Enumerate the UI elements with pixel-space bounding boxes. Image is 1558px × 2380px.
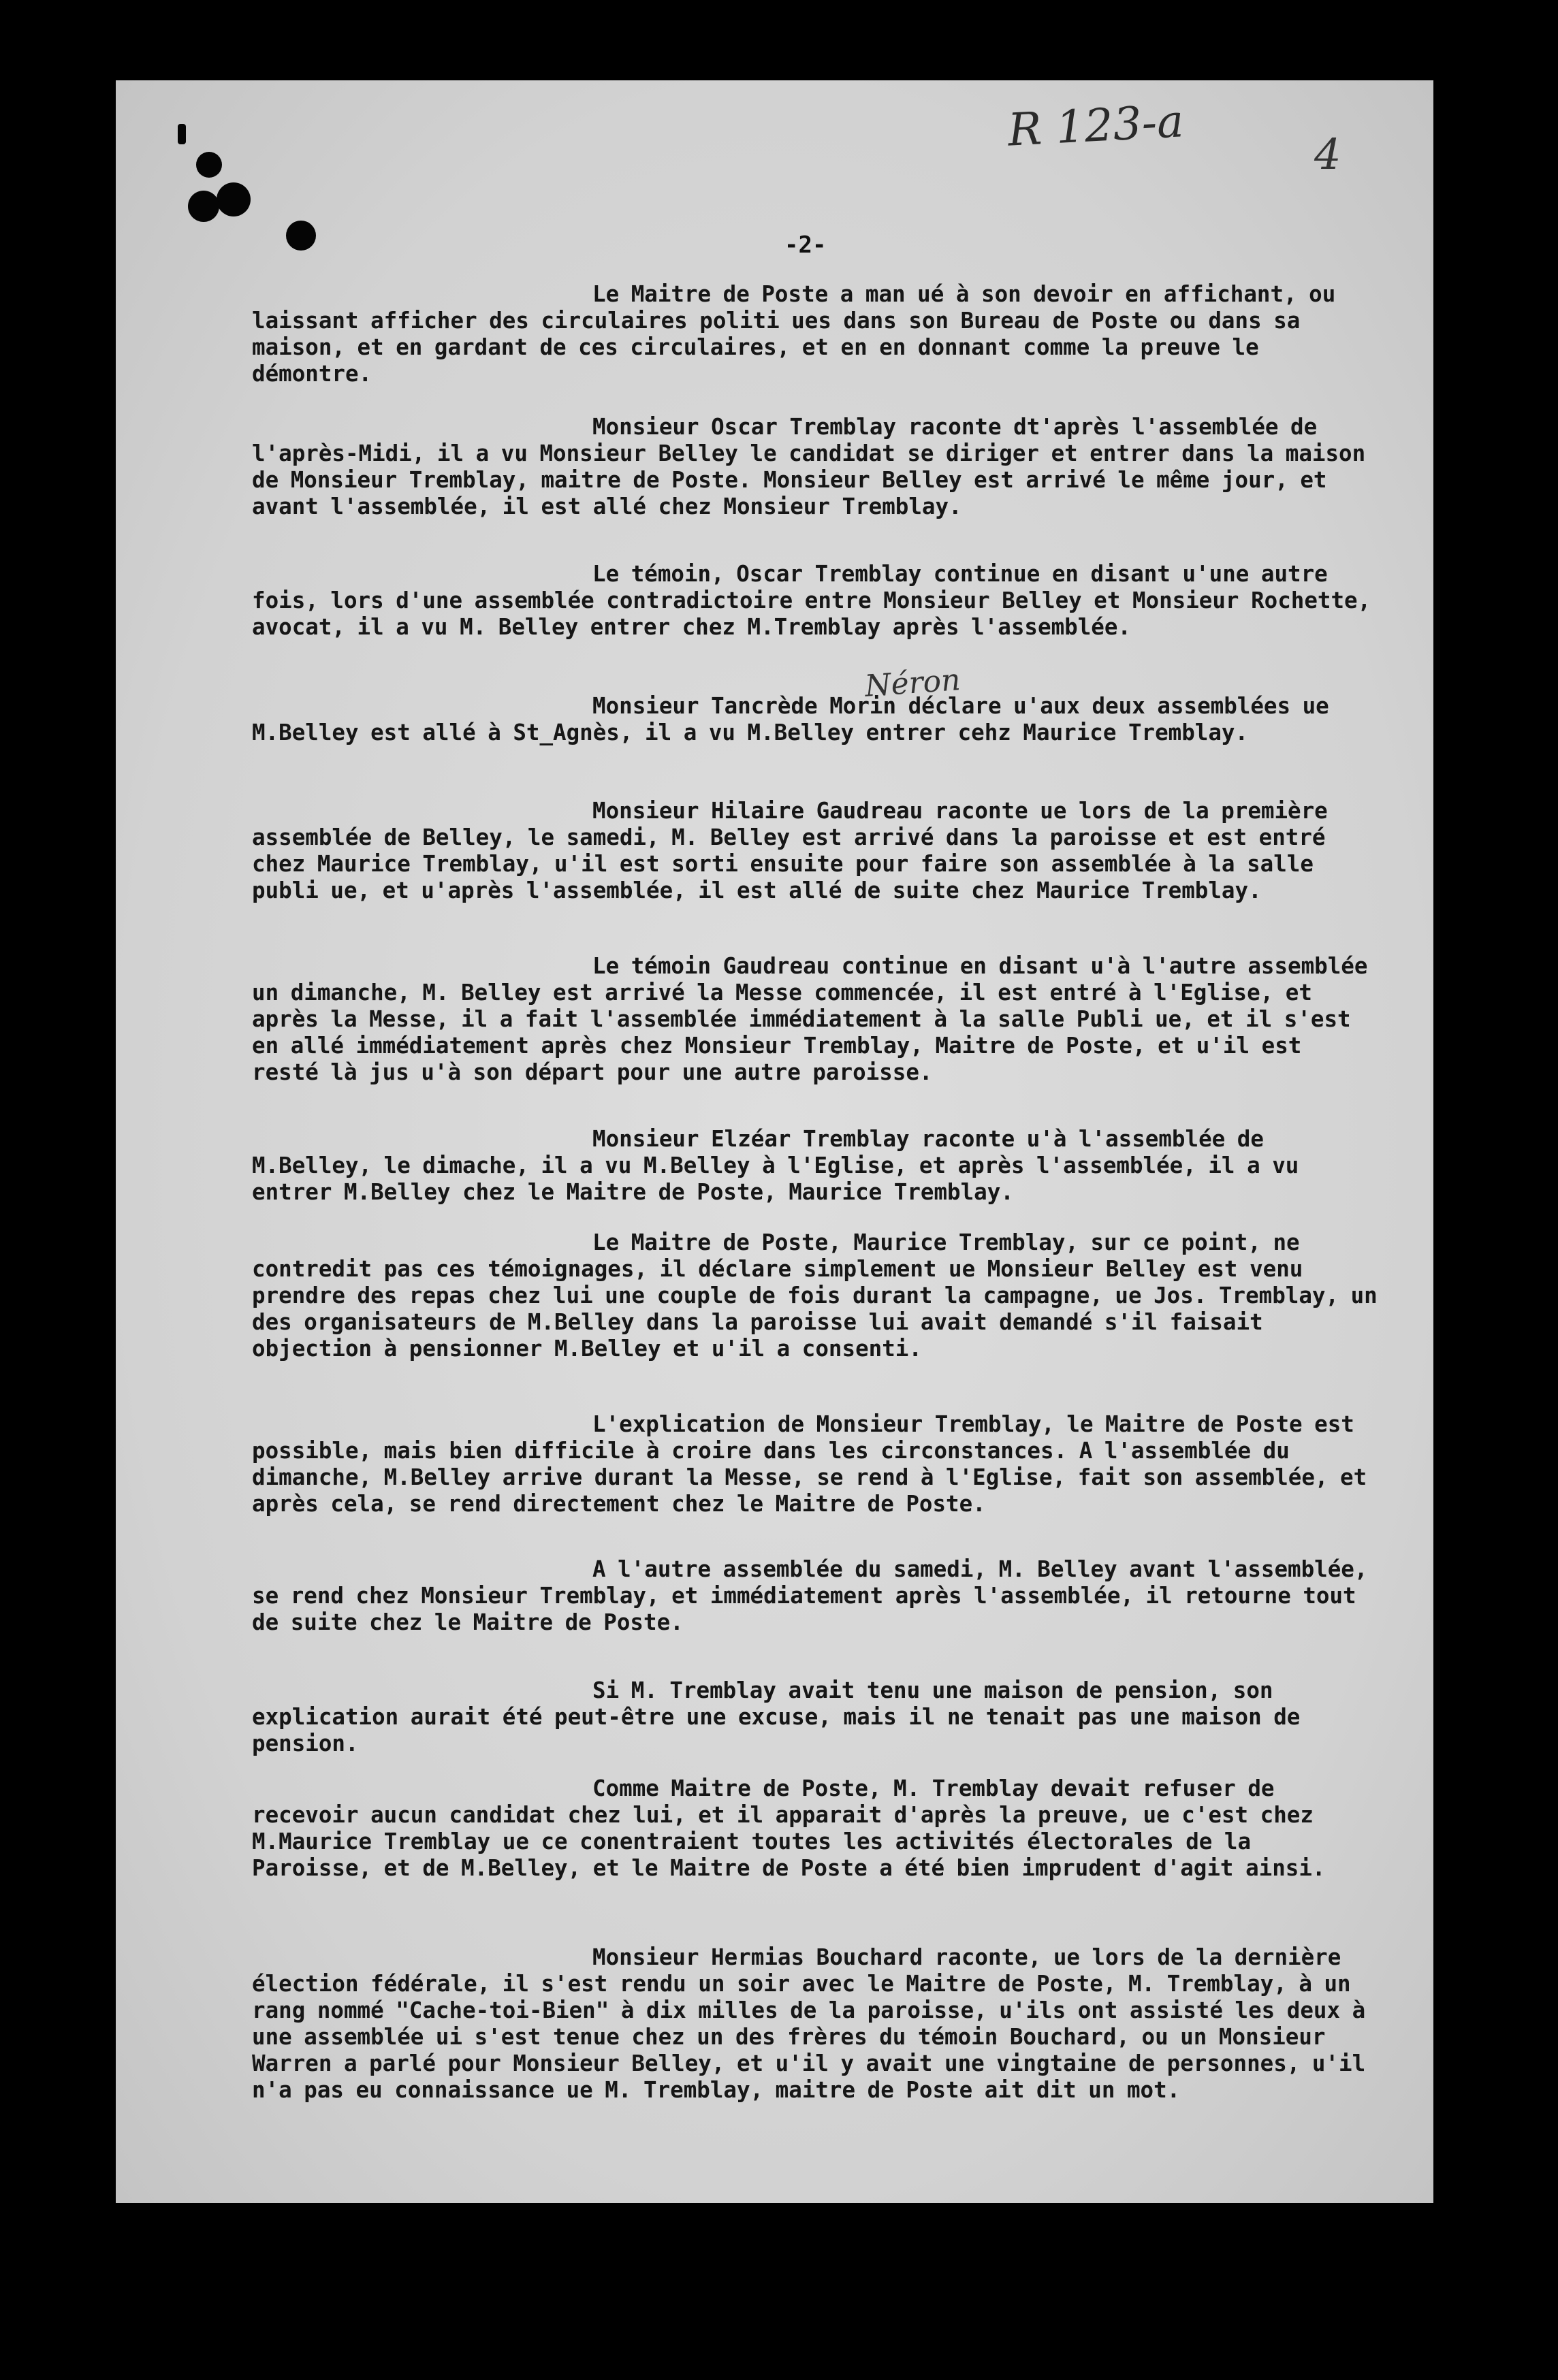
paragraph-1: Le Maitre de Poste a man ué à son devoir en affichant, ou laissant afficher des circulaires politi ues dans son Bureau de Poste ou dans sa maison, et en gardant de ces circulaires, et en en donnant comme la preuve le démontre. [252,281,1336,387]
paragraph-5: Monsieur Hilaire Gaudreau raconte ue lors de la première assemblée de Belley, le samedi, M. Belley est arrivé dans la paroisse et est entré chez Maurice Tremblay, u'il est sorti ensuite pour faire son assemblée à la salle publi ue, et u'après l'assemblée, il est allé de suite chez Maurice Tremblay. [252,798,1328,903]
punch-hole-2 [217,182,251,216]
handwritten-page-number: 4 [1314,129,1341,179]
paragraph-11: Si M. Tremblay avait tenu une maison de pension, son explication aurait été peut-être une excuse, mais il ne tenait pas une maison de pension. [252,1677,1301,1756]
paragraph-13: Monsieur Hermias Bouchard raconte, ue lors de la dernière élection fédérale, il s'est rendu un soir avec le Maitre de Poste, M. Tremblay, à un rang nommé "Cache-toi-Bien" à dix milles de la paroisse, u'ils ont assisté les deux à une assemblée ui s'est tenue chez un des frères du témoin Bouchard, ou un Monsieur Warren a parlé pour Monsieur Belley, et u'il y avait une vingtaine de personnes, u'il n'a pas eu connaissance ue M. Tremblay, maitre de Poste ait dit un mot. [252,1944,1366,2103]
paragraph-12: Comme Maitre de Poste, M. Tremblay devait refuser de recevoir aucun candidat chez lui, et il apparait d'après la preuve, ue c'est chez M.Maurice Tremblay ue ce conentraient toutes les activités électorales de la Paroisse, et de M.Belley, et le Maitre de Poste a été bien imprudent d'agit ainsi. [252,1775,1326,1881]
document-page [116,80,1433,2203]
paragraph-7: Monsieur Elzéar Tremblay raconte u'à l'assemblée de M.Belley, le dimache, il a vu M.Belley à l'Eglise, et après l'assemblée, il a vu entrer M.Belley chez le Maitre de Poste, Maurice Tremblay. [252,1126,1299,1205]
paragraph-9: L'explication de Monsieur Tremblay, le Maitre de Poste est possible, mais bien difficile à croire dans les circonstances. A l'assemblée du dimanche, M.Belley arrive durant la Messe, se rend à l'Eglise, fait son assemblée, et après cela, se rend directement chez le Maitre de Poste. [252,1411,1367,1517]
paragraph-3: Le témoin, Oscar Tremblay continue en disant u'une autre fois, lors d'une assemblée contradictoire entre Monsieur Belley et Monsieur Rochette, avocat, il a vu M. Belley entrer chez M.Tremblay après l'assemblée. [252,561,1371,640]
page-label: -2- [784,231,827,259]
paragraph-2: Monsieur Oscar Tremblay raconte dt'après l'assemblée de l'après-Midi, il a vu Monsieur Belley le candidat se diriger et entrer dans la maison de Monsieur Tremblay, maitre de Poste. Monsieur Belley est arrivé le même jour, et avant l'assemblée, il est allé chez Monsieur Tremblay. [252,414,1366,519]
punch-hole-5 [178,124,186,144]
paragraph-6: Le témoin Gaudreau continue en disant u'à l'autre assemblée un dimanche, M. Belley est arrivé la Messe commencée, il est entré à l'Eglise, et après la Messe, il a fait l'assemblée immédiatement à la salle Publi ue, et il s'est en allé immédiatement après chez Monsieur Tremblay, Maitre de Poste, et u'il est resté là jus u'à son départ pour une autre paroisse. [252,953,1368,1085]
paragraph-4: Monsieur Tancrède Morin déclare u'aux deux assemblées ue M.Belley est allé à St_Agnès, il a vu M.Belley entrer cehz Maurice Tremblay. [252,693,1329,745]
paragraph-8: Le Maitre de Poste, Maurice Tremblay, sur ce point, ne contredit pas ces témoignages, il déclare simplement ue Monsieur Belley est venu prendre des repas chez lui une couple de fois durant la campagne, ue Jos. Tremblay, un des organisateurs de M.Belley dans la paroisse lui avait demandé s'il faisait objection à pensionner M.Belley et u'il a consenti. [252,1229,1378,1362]
paragraph-10: A l'autre assemblée du samedi, M. Belley avant l'assemblée, se rend chez Monsieur Tremblay, et immédiatement après l'assemblée, il retourne tout de suite chez le Maitre de Poste. [252,1556,1368,1635]
punch-hole-4 [286,221,316,251]
handwritten-correction: Néron [863,662,962,704]
punch-hole-3 [188,191,219,222]
punch-hole-1 [196,152,222,178]
handwritten-reference: R 123-a [1006,95,1186,157]
